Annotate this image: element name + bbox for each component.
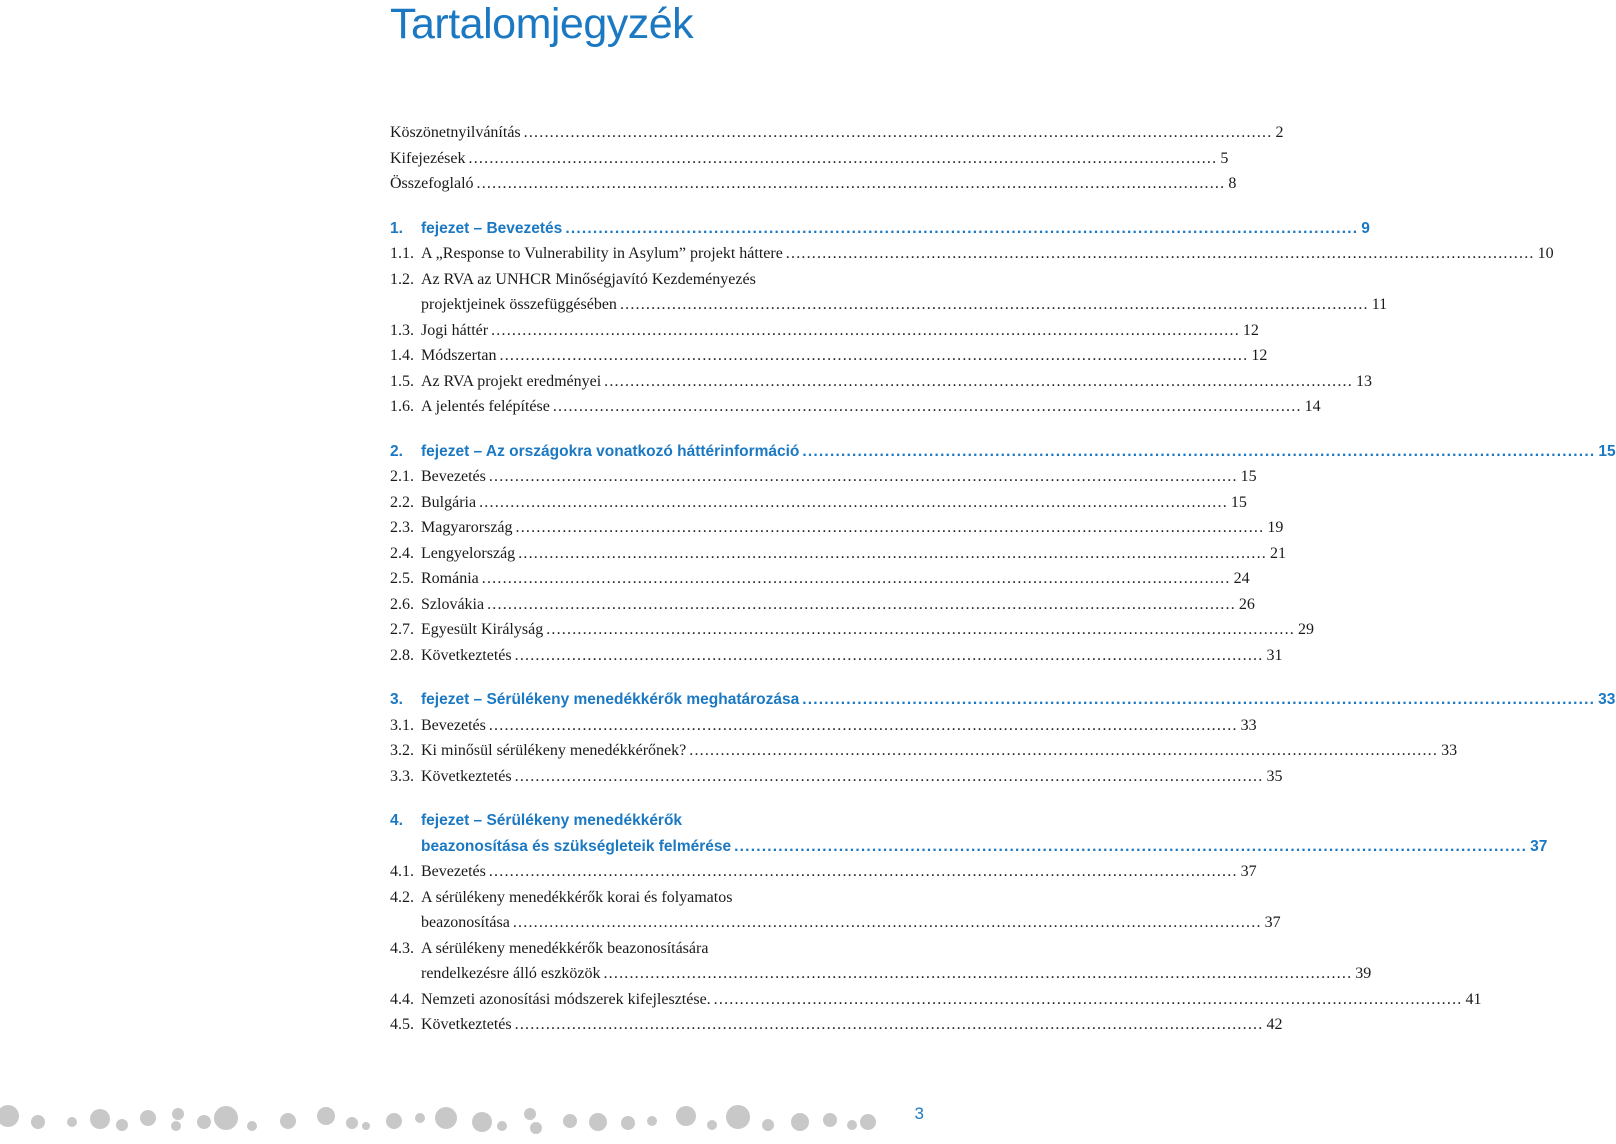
toc-entry-number: 1.2. xyxy=(390,270,414,288)
toc-entry-number: 2.5. xyxy=(390,570,414,587)
toc-chapter-entry[interactable] xyxy=(390,687,1616,713)
decorative-dot xyxy=(116,1119,128,1131)
toc-entry-number: 2.7. xyxy=(390,621,414,638)
toc-entry-number: 1.3. xyxy=(390,321,414,339)
toc-entry-number: 3.1. xyxy=(390,716,414,734)
toc-entry-page: 37 xyxy=(1530,837,1548,855)
decorative-dot xyxy=(530,1122,542,1134)
toc-entry-number: 3. xyxy=(390,691,403,708)
decorative-dot xyxy=(247,1121,257,1131)
toc-entry-title: A jelentés felépítése xyxy=(421,398,550,415)
dot-leader xyxy=(515,764,1264,790)
toc-entry-page: 37 xyxy=(1240,863,1257,880)
dot-leader xyxy=(477,171,1226,197)
toc-entry-title: Kifejezések xyxy=(390,149,466,167)
toc-chapter-entry[interactable] xyxy=(390,808,898,834)
toc-entry-number: 2.4. xyxy=(390,544,414,562)
toc-entry-page: 24 xyxy=(1233,570,1250,587)
section-gap xyxy=(390,420,898,439)
toc-section-entry[interactable] xyxy=(390,541,1286,567)
toc-section-entry[interactable] xyxy=(390,369,1372,395)
toc-entry-title: Ki minősül sérülékeny menedékkérőnek? xyxy=(421,742,687,759)
toc-entry-number: 1.4. xyxy=(390,347,414,364)
toc-entry-number: 2.2. xyxy=(390,493,414,511)
toc-entry-page: 14 xyxy=(1304,398,1321,415)
toc-entry-page: 37 xyxy=(1264,914,1281,931)
toc-section-entry[interactable] xyxy=(390,859,1257,885)
toc-entry-title: A „Response to Vulnerability in Asylum” projekt háttere xyxy=(421,245,783,262)
toc-entry-title: Következtetés xyxy=(421,646,512,664)
decorative-dot xyxy=(362,1122,370,1130)
decorative-dots-footer xyxy=(0,1092,960,1144)
decorative-dot xyxy=(0,1105,19,1127)
toc-chapter-entry[interactable] xyxy=(390,439,1616,465)
toc-entry-page: 8 xyxy=(1228,175,1237,192)
toc-entry-page: 39 xyxy=(1355,965,1372,982)
dot-leader xyxy=(565,216,1358,242)
toc-entry-title: fejezet – Sérülékeny menedékkérők xyxy=(421,812,683,829)
toc-section-entry[interactable] xyxy=(390,617,1315,643)
toc-entry-title: Egyesült Királyság xyxy=(421,621,544,638)
dot-leader xyxy=(802,439,1595,465)
toc-entry-number: 1. xyxy=(390,219,403,237)
toc-entry-title: Módszertan xyxy=(421,347,497,364)
toc-entry-page: 26 xyxy=(1238,595,1255,613)
toc-entry-number: 2.3. xyxy=(390,519,414,536)
dot-leader xyxy=(603,961,1352,987)
toc-entry-title: Következtetés xyxy=(421,767,512,785)
dot-leader xyxy=(546,617,1295,643)
toc-entry-page: 12 xyxy=(1251,347,1268,364)
toc-section-entry[interactable] xyxy=(390,343,1268,369)
toc-entry-page: 21 xyxy=(1270,544,1286,562)
toc-section-entry[interactable] xyxy=(390,490,1247,516)
decorative-dot xyxy=(823,1113,837,1127)
decorative-dot xyxy=(860,1114,876,1130)
toc-entry-page: 5 xyxy=(1220,149,1229,167)
toc-entry-page: 35 xyxy=(1266,767,1283,785)
toc-chapter-entry-cont[interactable] xyxy=(390,834,1548,860)
dot-leader xyxy=(491,318,1240,344)
toc-section-entry[interactable] xyxy=(390,885,898,911)
toc-entry-title: Bevezetés xyxy=(421,468,486,485)
decorative-dot xyxy=(386,1113,402,1129)
dot-leader xyxy=(489,464,1238,490)
toc-entry-title: Bulgária xyxy=(421,493,477,511)
decorative-dot xyxy=(647,1116,657,1126)
decorative-dot xyxy=(472,1112,492,1132)
decorative-dot xyxy=(346,1117,358,1129)
toc-entry-number: 2.1. xyxy=(390,468,414,485)
toc-entry-number: 3.2. xyxy=(390,742,414,759)
toc-entry-page: 11 xyxy=(1371,296,1388,313)
toc-section-entry[interactable] xyxy=(390,241,1554,267)
toc-entry-page: 42 xyxy=(1266,1016,1283,1033)
toc-entry-title: fejezet – Bevezetés xyxy=(421,219,563,237)
dot-leader xyxy=(524,120,1273,146)
toc-section-entry-cont[interactable] xyxy=(390,910,1281,936)
toc-section-entry[interactable] xyxy=(390,464,1257,490)
toc-entry-number: 2.8. xyxy=(390,646,414,664)
toc-entry-number: 1.1. xyxy=(390,245,414,262)
section-gap xyxy=(390,668,898,687)
dot-leader xyxy=(553,394,1302,420)
toc-entry-title: projektjeinek összefüggésében xyxy=(421,296,617,313)
toc-entry-title: Románia xyxy=(421,570,479,587)
decorative-dot xyxy=(171,1121,181,1131)
toc-entry-title: Nemzeti azonosítási módszerek kifejlesztése. xyxy=(421,990,711,1008)
dot-leader xyxy=(620,292,1369,318)
dot-leader xyxy=(802,687,1595,713)
decorative-dot xyxy=(563,1114,577,1128)
toc-section-entry[interactable] xyxy=(390,987,1482,1013)
toc-section-entry-cont[interactable] xyxy=(390,292,1388,318)
toc-front-entry[interactable] xyxy=(390,171,1237,197)
toc-entry-page: 31 xyxy=(1266,646,1283,664)
toc-entry-page: 15 xyxy=(1230,493,1247,511)
decorative-dot xyxy=(435,1107,457,1129)
dot-leader xyxy=(734,834,1527,860)
toc-entry-number: 2.6. xyxy=(390,595,414,613)
toc-entry-title: fejezet – Az országokra vonatkozó háttérinformáció xyxy=(421,442,800,460)
toc-entry-page: 19 xyxy=(1267,519,1284,536)
toc-entry-title: Szlovákia xyxy=(421,595,485,613)
dot-leader xyxy=(518,541,1267,567)
toc-entry-page: 41 xyxy=(1465,990,1482,1008)
toc-section-entry[interactable] xyxy=(390,515,1284,541)
toc-entry-title: Lengyelország xyxy=(421,544,516,562)
dot-leader xyxy=(689,738,1438,764)
toc-entry-title: Bevezetés xyxy=(421,716,486,734)
toc-entry-title: beazonosítása xyxy=(421,914,510,931)
toc-entry-page: 33 xyxy=(1240,716,1257,734)
toc-entry-number: 4.3. xyxy=(390,939,414,957)
decorative-dot xyxy=(497,1121,507,1131)
decorative-dot xyxy=(589,1113,607,1131)
toc-entry-number: 1.6. xyxy=(390,398,414,415)
dot-leader xyxy=(489,859,1238,885)
toc-entry-page: 10 xyxy=(1537,245,1554,262)
toc-entry-number: 4.1. xyxy=(390,863,414,880)
dot-leader xyxy=(482,566,1231,592)
decorative-dot xyxy=(762,1119,774,1131)
toc-entry-title: Jogi háttér xyxy=(421,321,489,339)
dot-leader xyxy=(604,369,1353,395)
decorative-dot xyxy=(197,1115,211,1129)
page-title: Tartalomjegyzék xyxy=(390,0,694,48)
toc-section-entry[interactable] xyxy=(390,267,898,293)
toc-section-entry[interactable] xyxy=(390,643,1283,669)
dot-leader xyxy=(714,987,1463,1013)
toc-entry-title: Az RVA az UNHCR Minőségjavító Kezdeményezés xyxy=(421,270,756,288)
toc-entry-title: Magyarország xyxy=(421,519,513,536)
toc-section-entry[interactable] xyxy=(390,1012,1283,1038)
section-gap xyxy=(390,789,898,808)
toc-entry-title: rendelkezésre álló eszközök xyxy=(421,965,601,982)
table-of-contents xyxy=(390,120,1616,1038)
toc-entry-title: fejezet – Sérülékeny menedékkérők meghatározása xyxy=(421,691,800,708)
decorative-dot xyxy=(172,1108,184,1120)
toc-section-entry[interactable] xyxy=(390,318,1259,344)
toc-entry-title: A sérülékeny menedékkérők beazonosítására xyxy=(421,939,709,957)
toc-section-entry[interactable] xyxy=(390,566,1250,592)
toc-entry-page: 12 xyxy=(1242,321,1259,339)
toc-entry-number: 4.4. xyxy=(390,990,414,1008)
decorative-dot xyxy=(726,1105,750,1129)
section-gap xyxy=(390,197,898,216)
toc-section-entry[interactable] xyxy=(390,738,1458,764)
toc-entry-title: Köszönetnyilvánítás xyxy=(390,124,521,141)
decorative-dot xyxy=(317,1107,335,1125)
toc-front-entry[interactable] xyxy=(390,120,1284,146)
toc-section-entry[interactable] xyxy=(390,764,1283,790)
decorative-dot xyxy=(621,1116,635,1130)
toc-section-entry[interactable] xyxy=(390,713,1257,739)
toc-entry-title: Összefoglaló xyxy=(390,175,474,192)
page-number: 3 xyxy=(914,1104,924,1123)
toc-entry-title: Következtetés xyxy=(421,1016,512,1033)
toc-entry-number: 3.3. xyxy=(390,767,414,785)
toc-entry-number: 1.5. xyxy=(390,372,414,390)
toc-entry-number: 4.5. xyxy=(390,1016,414,1033)
toc-section-entry[interactable] xyxy=(390,592,1255,618)
toc-entry-page: 15 xyxy=(1598,442,1616,460)
decorative-dot xyxy=(90,1109,110,1129)
toc-front-entry[interactable] xyxy=(390,146,1229,172)
toc-entry-page: 33 xyxy=(1598,691,1616,708)
decorative-dot xyxy=(791,1113,809,1131)
dot-leader xyxy=(479,490,1228,516)
decorative-dot xyxy=(31,1115,45,1129)
dot-leader xyxy=(469,146,1218,172)
toc-section-entry[interactable] xyxy=(390,394,1321,420)
decorative-dot xyxy=(847,1120,857,1130)
dot-leader xyxy=(489,713,1238,739)
dot-leader xyxy=(516,515,1265,541)
toc-entry-title: Az RVA projekt eredményei xyxy=(421,372,602,390)
toc-entry-number: 2. xyxy=(390,442,403,460)
toc-entry-number: 4. xyxy=(390,812,403,829)
toc-entry-title: A sérülékeny menedékkérők korai és folyamatos xyxy=(421,888,733,906)
toc-entry-page: 9 xyxy=(1361,219,1370,237)
decorative-dot xyxy=(67,1117,77,1127)
toc-entry-page: 33 xyxy=(1441,742,1458,759)
decorative-dot xyxy=(140,1110,156,1126)
decorative-dot xyxy=(524,1108,536,1120)
toc-section-entry-cont[interactable] xyxy=(390,961,1372,987)
dot-leader xyxy=(500,343,1249,369)
dot-leader xyxy=(786,241,1535,267)
toc-chapter-entry[interactable] xyxy=(390,216,1370,242)
decorative-dot xyxy=(676,1106,696,1126)
decorative-dot xyxy=(707,1120,717,1130)
toc-entry-page: 2 xyxy=(1275,124,1284,141)
toc-entry-page: 15 xyxy=(1240,468,1257,485)
dot-leader xyxy=(515,643,1264,669)
toc-entry-title: Bevezetés xyxy=(421,863,486,880)
toc-entry-page: 13 xyxy=(1355,372,1372,390)
dot-leader xyxy=(513,910,1262,936)
dot-leader xyxy=(487,592,1236,618)
toc-section-entry[interactable] xyxy=(390,936,898,962)
decorative-dot xyxy=(415,1113,425,1123)
decorative-dot xyxy=(280,1113,296,1129)
decorative-dot xyxy=(214,1106,238,1130)
dot-leader xyxy=(515,1012,1264,1038)
toc-entry-page: 29 xyxy=(1298,621,1315,638)
toc-entry-title: beazonosítása és szükségleteik felmérése xyxy=(421,837,732,855)
toc-entry-number: 4.2. xyxy=(390,888,414,906)
